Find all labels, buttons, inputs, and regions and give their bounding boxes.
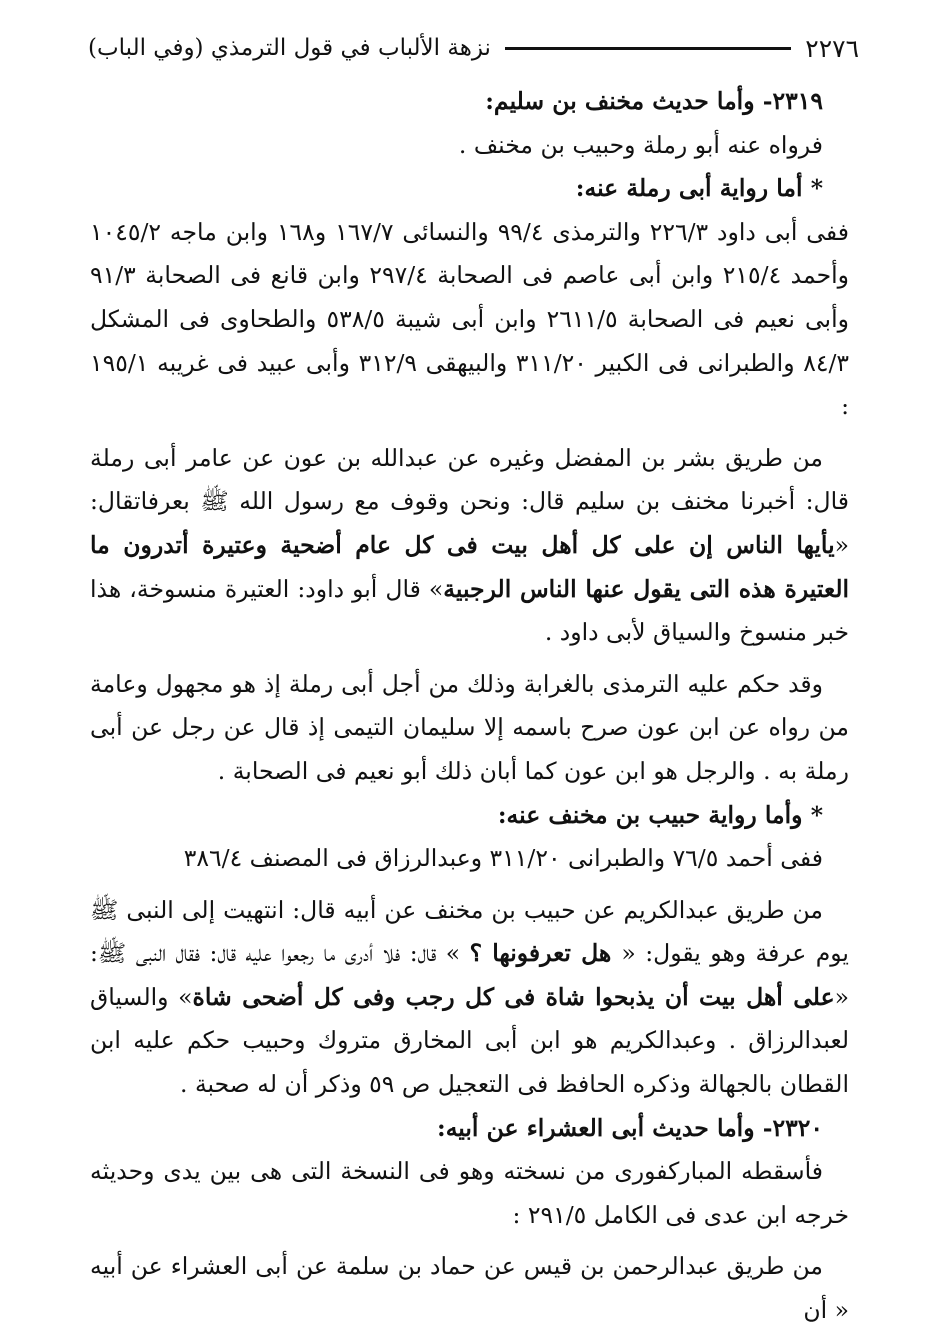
page-number: ٢٢٧٦ — [805, 33, 859, 63]
header-rule — [505, 47, 791, 50]
hadith-text: » قال: فلا أدرى ما رجعوا عليه قال: فقال النبى ﷺ: « — [90, 939, 849, 1011]
hadith-paragraph — [90, 889, 849, 1107]
running-title: نزهة الألباب في قول الترمذي (وفي الباب) — [88, 35, 491, 61]
paragraph: فأسقطه المباركفورى من نسخته وهو فى النسخة التى هى بين يدى وحديثه خرجه ابن عدى فى الكامل ٢٩١/٥ : — [90, 1157, 849, 1229]
hadith-commentary: » والسياق لعبدالرزاق . وعبدالكريم هو ابن أبى المخارق متروك وحبيب حكم عليه ابن القطان بالجهالة وذكره الحافظ فى التعجيل ص ٥٩ وذكر أن له صحبة . — [90, 982, 849, 1099]
paragraph: ففى أبى داود ٢٢٦/٣ والترمذى ٩٩/٤ والنسائى ١٦٧/٧ و١٦٨ وابن ماجه ١٠٤٥/٢ وأحمد ٢١٥/٤ وابن أبى عاصم فى الصحابة ٢٩٧/٤ وابن قانع فى الصحابة ٩١/٣ وأبى نعيم فى الصحابة ٢٦١١/٥ وابن أبى شيبة ٥٣٨/٥ والطحاوى فى المشكل ٨٤/٣ والطبرانى فى الكبير ٣١١/٢٠ والبيهقى ٣١٢/٩ وأبى عبيد فى غريبه ١٩٥/١ : — [90, 217, 850, 421]
subheading-abu-ramla: * أما رواية أبى رملة عنه: — [575, 174, 823, 203]
subheading-habib: * وأما رواية حبيب بن مخنف عنه: — [497, 800, 823, 829]
page-body — [90, 80, 849, 1333]
hadith-isnad: من طريق بشر بن المفضل وغيره عن عبدالله بن عون عن عامر أبى رملة قال: أخبرنا مخنف بن سليم قال: ونحن وقوف مع رسول الله ﷺ بعرفاتقال: « — [90, 443, 850, 559]
paragraph: من طريق عبدالرحمن بن قيس عن حماد بن سلمة عن أبى العشراء عن أبيه « أن — [90, 1252, 849, 1325]
hadith-commentary: » قال أبو داود: العتيرة منسوخة، هذا خبر منسوخ والسياق لأبى داود . — [90, 574, 849, 647]
paragraph: وقد حكم عليه الترمذى بالغرابة وذلك من أجل أبى رملة إذ هو مجهول وعامة من رواه عن ابن عون صرح باسمه إلا سليمان التيمى إذ قال عن رجل عن أبى رملة به . والرجل هو ابن عون كما أبان ذلك أبو نعيم فى الصحابة . — [90, 669, 849, 785]
paragraph: فرواه عنه أبو رملة وحبيب بن مخنف . — [458, 130, 823, 159]
section-heading-2320: ٢٣٢٠- وأما حديث أبى العشراء عن أبيه: — [437, 1113, 823, 1142]
hadith-matn: يأيها الناس إن على كل أهل بيت فى كل عام أضحية وعتيرة أتدرون ما العتيرة هذه التى يقول عنها الناس الرجبية — [90, 530, 850, 603]
hadith-matn: على أهل بيت أن يذبحوا شاة فى كل رجب وفى كل أضحى شاة — [192, 982, 835, 1011]
hadith-paragraph — [90, 437, 849, 655]
section-heading-2319: ٢٣١٩- وأما حديث مخنف بن سليم: — [485, 87, 823, 115]
page-header — [88, 30, 859, 66]
paragraph: ففى أحمد ٧٦/٥ والطبرانى ٣١١/٢٠ وعبدالرزاق فى المصنف ٣٨٦/٤ — [183, 844, 823, 873]
hadith-isnad: من طريق عبدالكريم عن حبيب بن مخنف عن أبيه قال: انتهيت إلى النبى ﷺ يوم عرفة وهو يقول: « — [90, 895, 849, 968]
hadith-matn: هل تعرفونها ؟ — [469, 939, 622, 968]
